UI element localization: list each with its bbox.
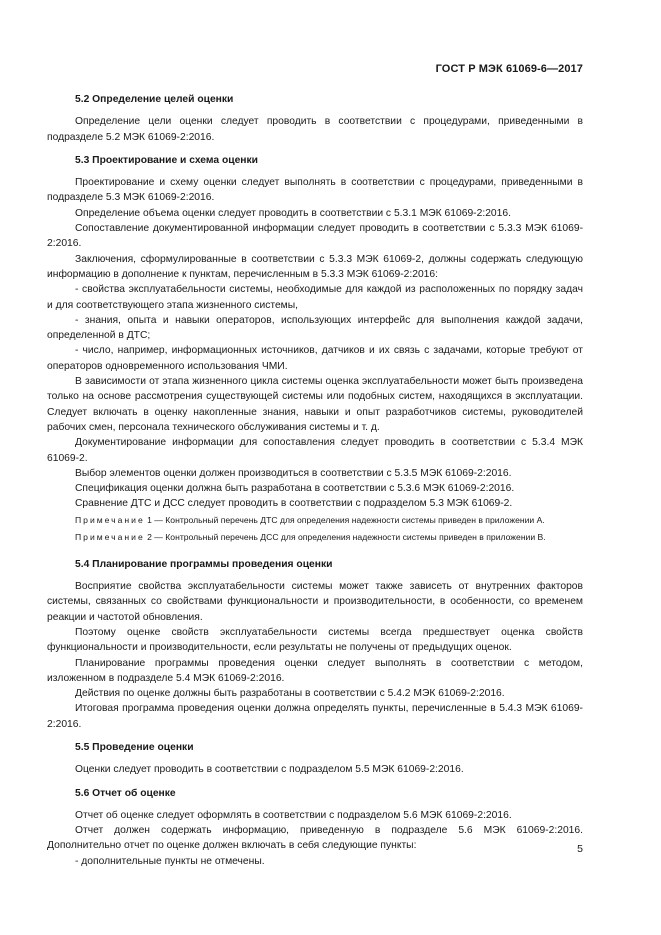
paragraph: Отчет об оценке следует оформлять в соответствии с подразделом 5.6 МЭК 61069-2:2016. [75, 809, 512, 821]
section-5-5-title: 5.5 Проведение оценки [75, 741, 194, 753]
note-2 [47, 531, 583, 545]
paragraph: В зависимости от этапа жизненного цикла системы оценка эксплуатабельности может быть произведена только на основе рассмотрения существующей системы или подобных систем, находящихся в эксплуатации. Следует включать в оценку накопленные знания, навыки и опыт разработчиков системы, руководителей рабочих смен, персонала технического обслуживания системы и т. д. [47, 376, 583, 433]
section-5-4-title: 5.4 Планирование программы проведения оценки [75, 558, 333, 570]
note-label: Примечание [75, 514, 145, 525]
paragraph: Отчет должен содержать информацию, приведенную в подразделе 5.6 МЭК 61069-2:2016. Дополнительно отчет по оценке должен включать в себя следующие пункты: [47, 825, 583, 852]
document-code: ГОСТ Р МЭК 61069-6—2017 [435, 63, 583, 75]
paragraph: Определение объема оценки следует проводить в соответствии с 5.3.1 МЭК 61069-2:2016. [75, 207, 511, 219]
paragraph: Сопоставление документированной информации следует проводить в соответствии с 5.3.3 МЭК 61069-2:2016. [47, 223, 583, 250]
section-5-6-title: 5.6 Отчет об оценке [75, 787, 176, 799]
document-body [47, 92, 583, 869]
section-5-2-title: 5.2 Определение целей оценки [75, 94, 234, 105]
list-item: - число, например, информационных источников, датчиков и их связь с задачами, которые требуют от операторов одновременного использования ЧМИ. [47, 345, 583, 372]
paragraph: Планирование программы проведения оценки следует выполнять в соответствии с методом, изложенном в подразделе 5.4 МЭК 61069-2:2016. [47, 657, 583, 684]
paragraph: Восприятие свойства эксплуатабельности системы может также зависеть от внутренних факторов системы, связанных со свойствами функциональности и производительности, в особенности, со временем реакции и частотой обновления. [47, 581, 583, 623]
list-item: - свойства эксплуатабельности системы, необходимые для каждой из расположенных по порядку задач и для соответствующего этапа жизненного системы, [47, 284, 583, 311]
paragraph: Выбор элементов оценки должен производиться в соответствии с 5.3.5 МЭК 61069-2:2016. [75, 467, 512, 479]
paragraph: Итоговая программа проведения оценки должна определять пункты, перечисленные в 5.4.3 МЭК 61069-2:2016. [47, 703, 583, 730]
paragraph: Сравнение ДТС и ДСС следует проводить в соответствии с подразделом 5.3 МЭК 61069-2. [75, 498, 513, 510]
note-text: 1 — Контрольный перечень ДТС для определения надежности системы приведен в приложении А. [144, 514, 545, 525]
paragraph: Заключения, сформулированные в соответствии с 5.3.3 МЭК 61069-2, должны содержать следующую информацию в дополнение к пунктам, перечисленным в 5.3.3 МЭК 61069-2:2016: [47, 253, 583, 280]
list-item: - знания, опыта и навыки операторов, использующих интерфейс для выполнения каждой задачи, определенной в ДТС; [47, 314, 583, 342]
paragraph: Спецификация оценки должна быть разработана в соответствии с 5.3.6 МЭК 61069-2:2016. [75, 483, 515, 495]
section-5-3-title: 5.3 Проектирование и схема оценки [75, 154, 259, 166]
note-text: 2 — Контрольный перечень ДСС для определения надежности системы приведен в приложении В. [144, 532, 546, 543]
note-1 [47, 514, 583, 528]
paragraph: Оценки следует проводить в соответствии с подразделом 5.5 МЭК 61069-2:2016. [75, 764, 464, 776]
page-number: 5 [577, 843, 583, 855]
paragraph: Поэтому оценке свойств эксплуатабельности системы всегда предшествует оценка свойств функциональности и производительности, если результаты не получены от предыдущих оценок. [47, 626, 583, 654]
note-label: Примечание [75, 532, 145, 543]
paragraph: Проектирование и схему оценки следует выполнять в соответствии с процедурами, приведенными в подразделе 5.3 МЭК 61069-2:2016. [47, 177, 583, 204]
list-item: - дополнительные пункты не отмечены. [75, 855, 265, 867]
paragraph: Действия по оценке должны быть разработаны в соответствии с 5.4.2 МЭК 61069-2:2016. [75, 688, 505, 700]
paragraph: Определение цели оценки следует проводить в соответствии с процедурами, приведенными в подразделе 5.2 МЭК 61069-2:2016. [47, 116, 583, 143]
paragraph: Документирование информации для сопоставления следует проводить в соответствии с 5.3.4 МЭК 61069-2. [47, 437, 583, 464]
